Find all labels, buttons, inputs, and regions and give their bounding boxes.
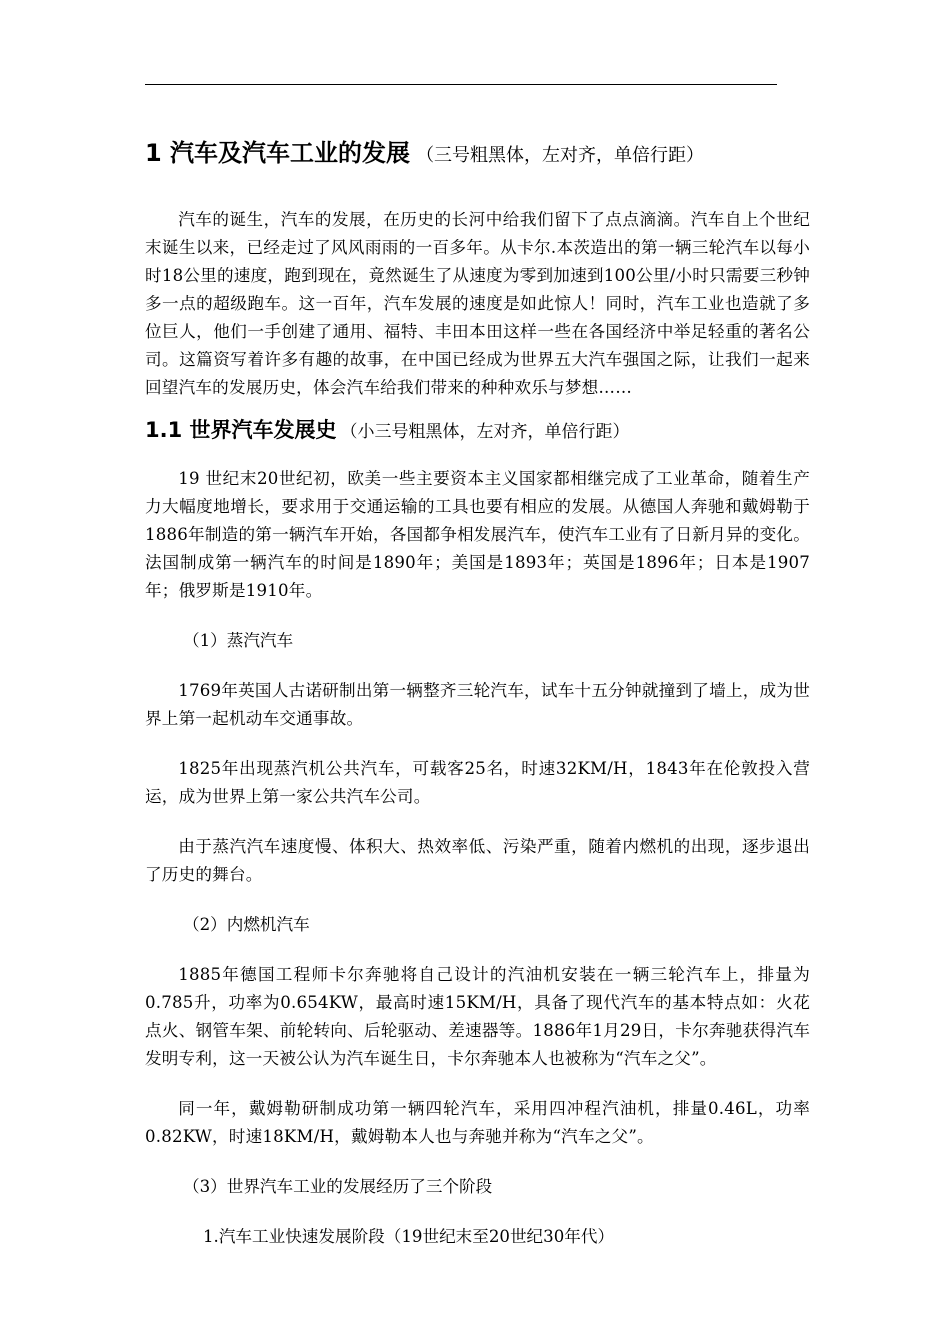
intro-paragraph: 汽车的诞生，汽车的发展，在历史的长河中给我们留下了点点滴滴。汽车自上个世纪末诞生以来，已经走过了风风雨雨的一百多年。从卡尔.本茨造出的第一辆三轮汽车以每小时18公里的速度，跑到现在，竟然诞生了从速度为零到加速到100公里/小时只需要三秒钟多一点的超级跑车。这一百年，汽车发展的速度是如此惊人！同时，汽车工业也造就了多位巨人，他们一手创建了通用、福特、丰田本田这样一些在各国经济中举足轻重的著名公司。这篇资写着许多有趣的故事，在中国已经成为世界五大汽车强国之际，让我们一起来回望汽车的发展历史，体会汽车给我们带来的种种欢乐与梦想…… [145,210,810,397]
heading-1-title: 1 汽车及汽车工业的发展 [145,139,411,167]
heading-2-note: （小三号粗黑体，左对齐，单倍行距） [340,422,630,442]
steam-paragraph-3: 由于蒸汽汽车速度慢、体积大、热效率低、污染严重，随着内燃机的出现，逐步退出了历史的舞台。 [145,837,810,884]
history-paragraph: 19 世纪末20世纪初，欧美一些主要资本主义国家都相继完成了工业革命，随着生产力大幅度地增长，要求用于交通运输的工具也要有相应的发展。从德国人奔驰和戴姆勒于1886年制造的第一辆汽车开始，各国都争相发展汽车，使汽车工业有了日新月异的变化。法国制成第一辆汽车的时间是1890年；美国是1893年；英国是1896年；日本是1907年；俄罗斯是1910年。 [145,469,810,600]
steam-paragraph-1: 1769年英国人古诺研制出第一辆整齐三轮汽车，试车十五分钟就撞到了墙上，成为世界上第一起机动车交通事故。 [145,681,810,728]
steam-paragraph-2: 1825年出现蒸汽机公共汽车，可载客25名，时速32KM/H，1843年在伦敦投入营运，成为世界上第一家公共汽车公司。 [145,759,810,806]
subheading-steam-car: （1）蒸汽汽车 [183,631,294,650]
header-rule [145,84,777,85]
combustion-paragraph-2: 同一年，戴姆勒研制成功第一辆四轮汽车，采用四冲程汽油机，排量0.46L，功率0.82KW，时速18KM/H，戴姆勒本人也与奔驰并称为“汽车之父”。 [145,1099,810,1146]
subheading-combustion-car: （2）内燃机汽车 [183,915,310,934]
heading-1-note: （三号粗黑体，左对齐，单倍行距） [416,145,705,166]
heading-2-title: 1.1 世界汽车发展史 [145,418,337,442]
subheading-three-stages: （3）世界汽车工业的发展经历了三个阶段 [183,1177,493,1196]
heading-1 [145,128,810,178]
combustion-paragraph-1: 1885年德国工程师卡尔奔驰将自己设计的汽油机安装在一辆三轮汽车上，排量为0.785升，功率为0.654KW，最高时速15KM/H，具备了现代汽车的基本特点如：火花点火、钢管车架、前轮转向、后轮驱动、差速器等。1886年1月29日，卡尔奔驰获得汽车发明专利，这一天被公认为汽车诞生日，卡尔奔驰本人也被称为“汽车之父”。 [145,965,810,1068]
document-body [145,128,810,1251]
stage-item-1: 1.汽车工业快速发展阶段（19世纪末至20世纪30年代） [203,1227,615,1246]
heading-2 [145,410,810,451]
